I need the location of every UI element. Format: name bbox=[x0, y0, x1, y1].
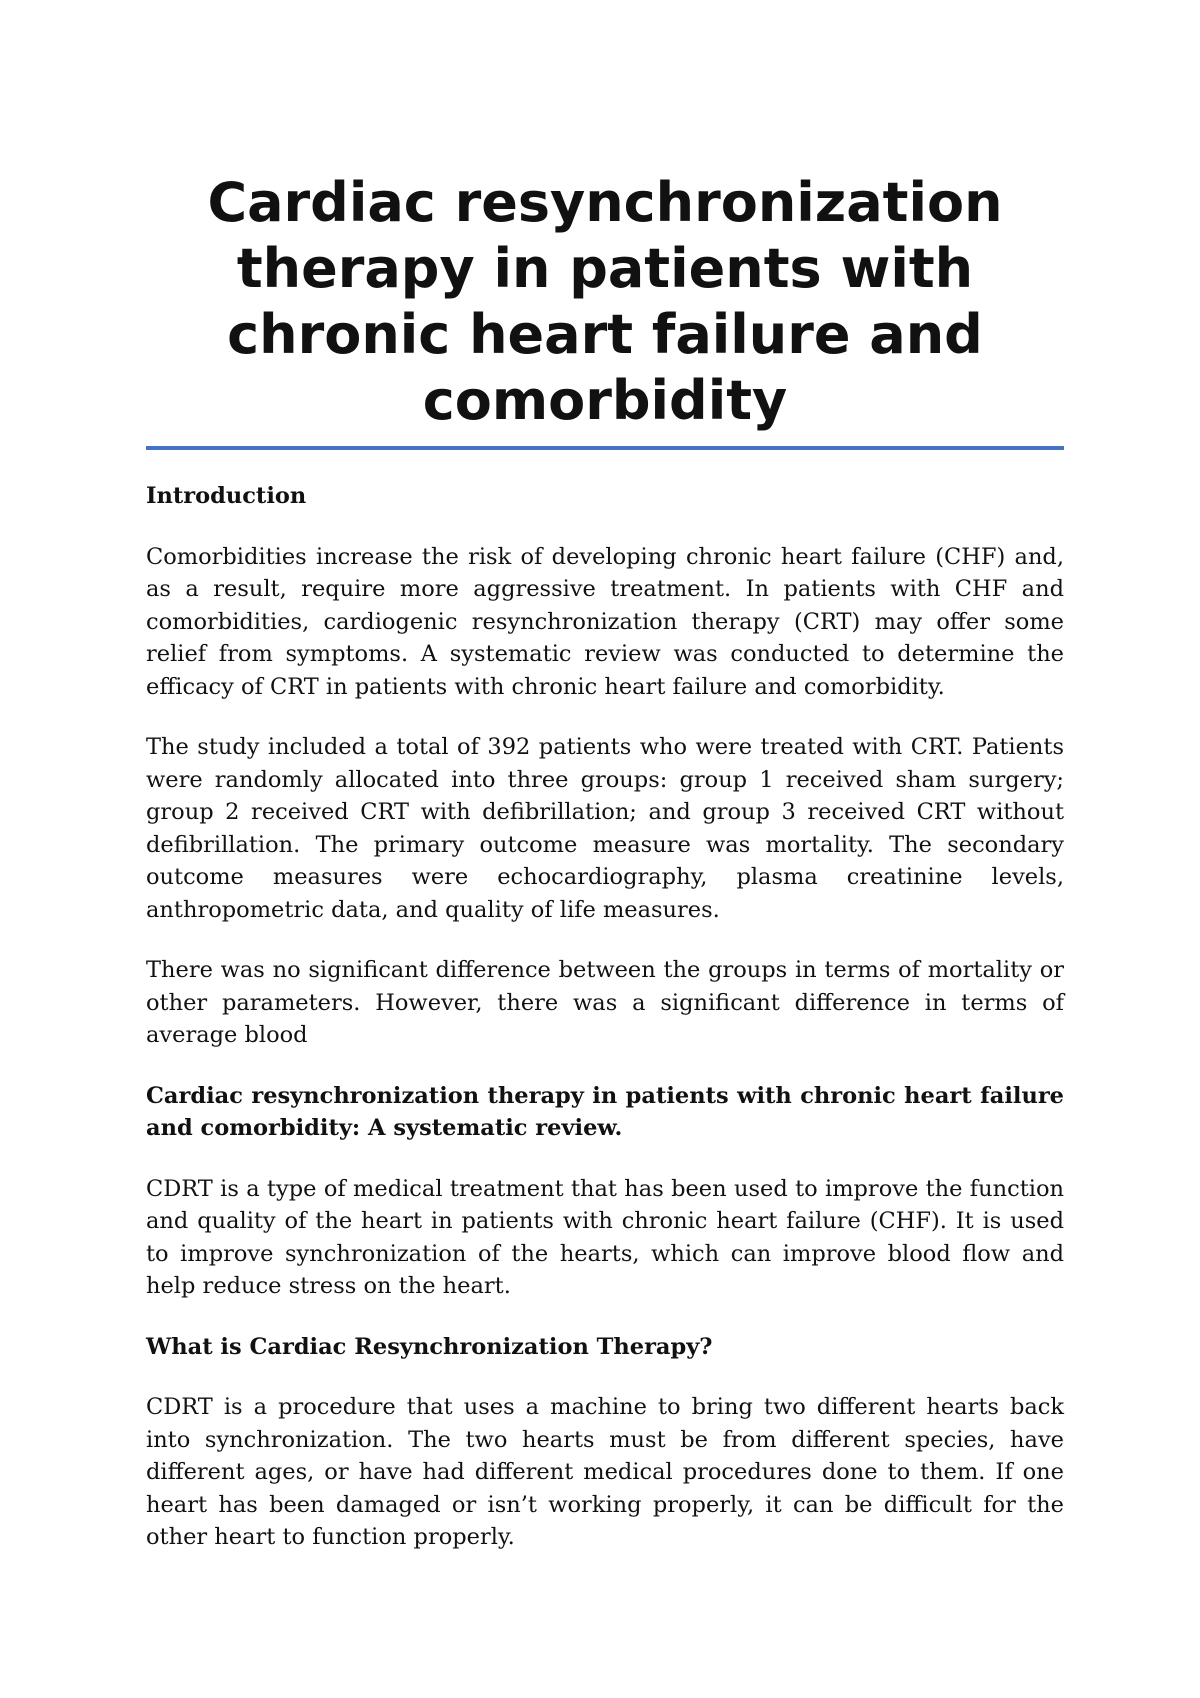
document-title: Cardiac resynchronization therapy in patients with chronic heart failure and comorbidity bbox=[207, 171, 1003, 432]
paragraph-3: There was no significant difference between the groups in terms of mortality or other parameters. However, there was a significant difference in terms of average blood bbox=[146, 957, 1064, 1048]
section-heading-review: Cardiac resynchronization therapy in patients with chronic heart failure and comorbidity: A systematic review. bbox=[146, 1082, 1064, 1141]
paragraph-5: CDRT is a procedure that uses a machine to bring two different hearts back into synchronization. The two hearts must be from different species, have different ages, or have had different medical procedures done to them. If one heart has been damaged or isn’t working properly, it can be difficult for the other heart to function properly. bbox=[146, 1394, 1064, 1550]
document-body bbox=[146, 480, 1064, 1554]
title-divider bbox=[146, 446, 1064, 450]
section-heading-what-is-crt: What is Cardiac Resynchronization Therapy? bbox=[146, 1333, 713, 1360]
paragraph-2: The study included a total of 392 patients who were treated with CRT. Patients were randomly allocated into three groups: group 1 received sham surgery; group 2 received CRT with defibrillation; and group 3 received CRT without defibrillation. The primary outcome measure was mortality. The secondary outcome measures were echocardiography, plasma creatinine levels, anthropometric data, and quality of life measures. bbox=[146, 734, 1064, 923]
paragraph-4: CDRT is a type of medical treatment that has been used to improve the function and quality of the heart in patients with chronic heart failure (CHF). It is used to improve synchronization of the hearts, which can improve blood flow and help reduce stress on the heart. bbox=[146, 1175, 1064, 1299]
paragraph-1: Comorbidities increase the risk of developing chronic heart failure (CHF) and, as a result, require more aggressive treatment. In patients with CHF and comorbidities, cardiogenic resynchronization therapy (CRT) may offer some relief from symptoms. A systematic review was conducted to determine the efficacy of CRT in patients with chronic heart failure and comorbidity. bbox=[146, 543, 1064, 700]
document-page bbox=[146, 0, 1064, 1582]
section-heading-introduction: Introduction bbox=[146, 483, 307, 509]
